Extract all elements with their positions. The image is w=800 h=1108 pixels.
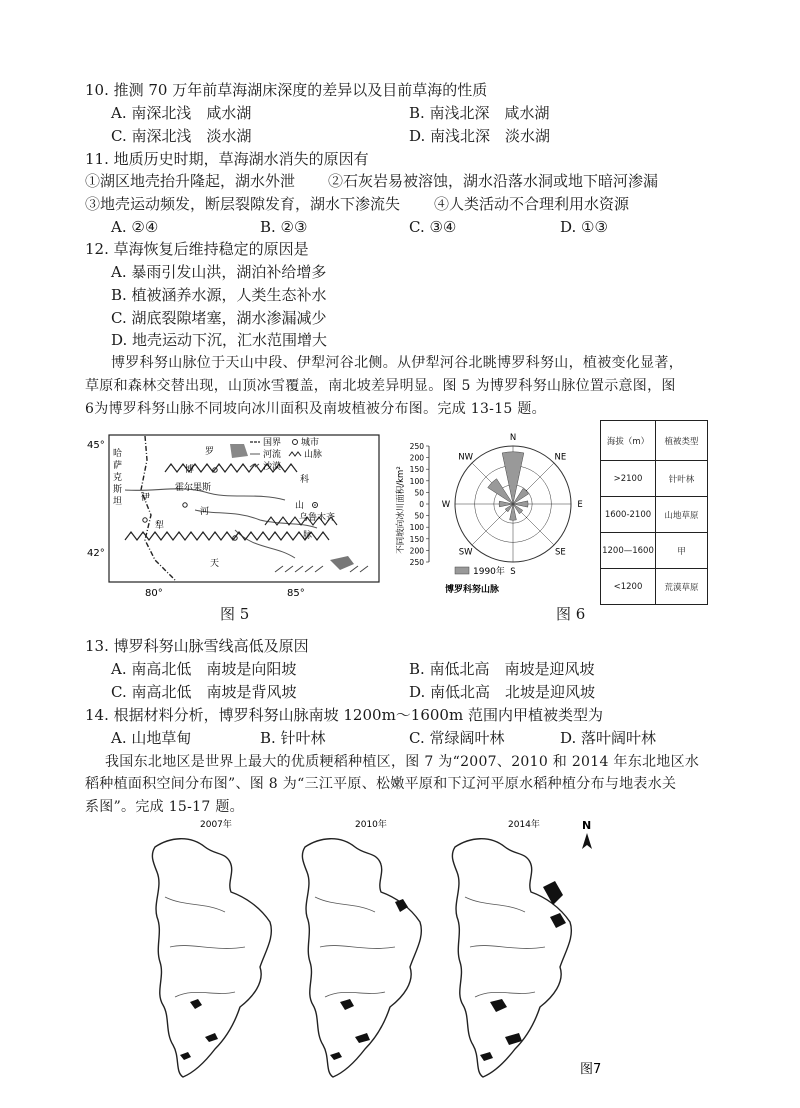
label-tian: 天 [210, 559, 220, 569]
q12-option-b[interactable]: B. 植被涵养水源，人类生态补水 [111, 286, 327, 304]
label-bo: 博 [185, 465, 195, 475]
label-he: 河 [200, 507, 210, 517]
q13-option-d[interactable]: D. 南低北高 北坡是迎风坡 [409, 683, 596, 701]
q10-option-d[interactable]: D. 南浅北深 淡水湖 [409, 127, 551, 145]
q11-stem: 11. 地质历史时期，草海湖水消失的原因有 [85, 150, 369, 168]
y-tick-label: 50 [414, 511, 424, 521]
label-mai: 脉 [303, 531, 313, 541]
intro-13-15-line2: 草原和森林交替出现，山顶冰雪覆盖，南北坡差异明显。图 5 为博罗科努山脉位置示意图，图 [85, 378, 676, 394]
rose-dir-w: W [441, 500, 451, 510]
col-altitude: 海拔（m） [601, 421, 656, 461]
label-li: 犁 [155, 521, 165, 531]
q11-option-c[interactable]: C. ③④ [409, 218, 457, 236]
col-vegetation: 植被类型 [656, 421, 708, 461]
label-kaz-3: 克 [113, 473, 123, 483]
q14-option-c[interactable]: C. 常绿阔叶林 [409, 729, 505, 747]
map-2007 [152, 839, 271, 1077]
label-kaz-1: 哈 [113, 449, 123, 459]
city-urumqi-label: 乌鲁木齐 [299, 513, 336, 523]
q10-stem: 10. 推测 70 万年前草海湖床深度的差异以及目前草海的性质 [85, 81, 488, 99]
lon-80-label: 80° [145, 588, 163, 599]
lon-85-label: 85° [287, 588, 305, 599]
y-tick-label: 100 [409, 523, 424, 533]
y-tick-label: 100 [409, 476, 424, 486]
legend-river: 河流 [263, 450, 282, 460]
svg-text:N: N [582, 819, 592, 832]
y-tick-label: 250 [409, 558, 424, 567]
label-huo: 霍尔果斯 [175, 483, 212, 493]
q11-option-d[interactable]: D. ①③ [560, 218, 608, 236]
q13-option-c[interactable]: C. 南高北低 南坡是背风坡 [111, 683, 297, 701]
intro-13-15-line1: 博罗科努山脉位于天山中段、伊犁河谷北侧。从伊犁河谷北眺博罗科努山，植被变化显著， [111, 355, 683, 371]
q13-option-a[interactable]: A. 南高北低 南坡是向阳坡 [111, 660, 297, 678]
q12-option-a[interactable]: A. 暴雨引发山洪，湖泊补给增多 [111, 263, 327, 281]
figure-7-maps [130, 815, 610, 1095]
label-shan: 山 [295, 501, 305, 511]
rose-dir-sw: SW [458, 547, 473, 558]
q13-stem: 13. 博罗科努山脉雪线高低及原因 [85, 637, 309, 655]
intro-15-17-line3: 系图”。完成 15-17 题。 [85, 799, 244, 815]
q12-stem: 12. 草海恢复后维持稳定的原因是 [85, 240, 309, 258]
q14-option-b[interactable]: B. 针叶林 [260, 729, 326, 747]
vegetation-cell: 山地草原 [656, 497, 708, 533]
legend-city: 城市 [301, 438, 320, 448]
q10-option-a[interactable]: A. 南深北浅 咸水湖 [111, 104, 252, 122]
label-kaz-4: 斯 [113, 485, 123, 495]
rose-legend-1990: 1990年 [473, 567, 505, 577]
vegetation-cell: 针叶林 [656, 461, 708, 497]
map-2010-label: 2010年 [355, 820, 387, 830]
rose-dir-se: SE [554, 547, 566, 558]
q11-statement-2: ②石灰岩易被溶蚀，湖水沿落水洞或地下暗河渗漏 [328, 172, 659, 190]
q14-option-a[interactable]: A. 山地草甸 [111, 729, 192, 747]
q11-option-a[interactable]: A. ②④ [111, 218, 159, 236]
intro-15-17-line1: 我国东北地区是世界上最大的优质粳稻种植区，图 7 为“2007、2010 和 2014 年东北地区水 [105, 754, 700, 770]
label-kaz-5: 坦 [113, 497, 123, 507]
figure-6-rose [395, 432, 595, 608]
map-2007-label: 2007年 [200, 820, 232, 830]
altitude-cell: 1200—1600 [601, 533, 656, 569]
rose-dir-nw: NW [458, 452, 474, 463]
q10-option-b[interactable]: B. 南浅北深 咸水湖 [409, 104, 550, 122]
vegetation-cell: 甲 [656, 533, 708, 569]
q14-stem: 14. 根据材料分析，博罗科努山脉南坡 1200m～1600m 范围内甲植被类型为 [85, 706, 603, 724]
rose-dir-e: E [577, 500, 583, 510]
rose-dir-n: N [509, 433, 517, 443]
q11-statement-4: ④人类活动不合理利用水资源 [434, 195, 630, 213]
q12-option-c[interactable]: C. 湖底裂隙堵塞，湖水渗漏减少 [111, 309, 327, 327]
rose-subtitle: 博罗科努山脉 [445, 585, 500, 595]
rose-dir-s: S [510, 567, 516, 577]
altitude-cell: >2100 [601, 461, 656, 497]
figure-5-caption: 图 5 [220, 605, 250, 623]
q13-option-b[interactable]: B. 南低北高 南坡是迎风坡 [409, 660, 595, 678]
altitude-cell: 1600-2100 [601, 497, 656, 533]
table-row [601, 569, 708, 605]
map-2014-label: 2014年 [508, 820, 540, 830]
y-tick-label: 50 [414, 488, 424, 498]
y-tick-label: 0 [419, 500, 424, 509]
legend-desert: 沙漠 [263, 462, 282, 472]
q10-option-c[interactable]: C. 南深北浅 淡水湖 [111, 127, 252, 145]
rose-y-axis [410, 442, 429, 567]
map-2014 [452, 839, 571, 1077]
rose-petals [488, 452, 529, 520]
y-tick-label: 250 [409, 442, 424, 451]
rose-dir-ne: NE [554, 452, 567, 463]
y-tick-label: 200 [409, 453, 424, 463]
table-row [601, 461, 708, 497]
q11-option-b[interactable]: B. ②③ [260, 218, 308, 236]
figure-7-caption: 图7 [580, 1062, 602, 1077]
figure-5-map [85, 430, 385, 602]
q12-option-d[interactable]: D. 地壳运动下沉，汇水范围增大 [111, 331, 328, 349]
y-tick-label: 150 [409, 534, 424, 544]
q14-option-d[interactable]: D. 落叶阔叶林 [560, 729, 657, 747]
lat-42-label: 42° [87, 548, 105, 559]
intro-15-17-line2: 稻种植面积空间分布图”、图 8 为“三江平原、松嫩平原和下辽河平原水稻种植分布与地表水关 [85, 776, 677, 792]
legend-border: 国界 [263, 438, 282, 448]
vegetation-table [600, 420, 708, 605]
legend-mountain: 山脉 [304, 450, 323, 460]
q11-statement-3: ③地壳运动频发，断层裂隙发育，湖水下渗流失 [85, 195, 401, 213]
table-row [601, 533, 708, 569]
q11-statement-1: ①湖区地壳抬升隆起，湖水外泄 [85, 172, 296, 190]
intro-13-15-line3: 6为博罗科努山脉不同坡向冰川面积及南坡植被分布图。完成 13-15 题。 [85, 401, 546, 417]
altitude-cell: <1200 [601, 569, 656, 605]
map-2010 [302, 839, 421, 1077]
vegetation-cell: 荒漠草原 [656, 569, 708, 605]
north-arrow-icon [582, 819, 592, 849]
label-yi: 伊 [141, 493, 151, 503]
y-tick-label: 200 [409, 546, 424, 556]
rose-ylabel: 不同坡向冰川面积/km² [396, 466, 406, 554]
figure-6-caption: 图 6 [556, 605, 586, 623]
label-kaz-2: 萨 [113, 461, 123, 471]
table-row [601, 497, 708, 533]
y-tick-label: 150 [409, 465, 424, 475]
lat-45-label: 45° [87, 440, 105, 451]
label-ke: 科 [300, 475, 310, 485]
label-luo: 罗 [205, 447, 215, 457]
